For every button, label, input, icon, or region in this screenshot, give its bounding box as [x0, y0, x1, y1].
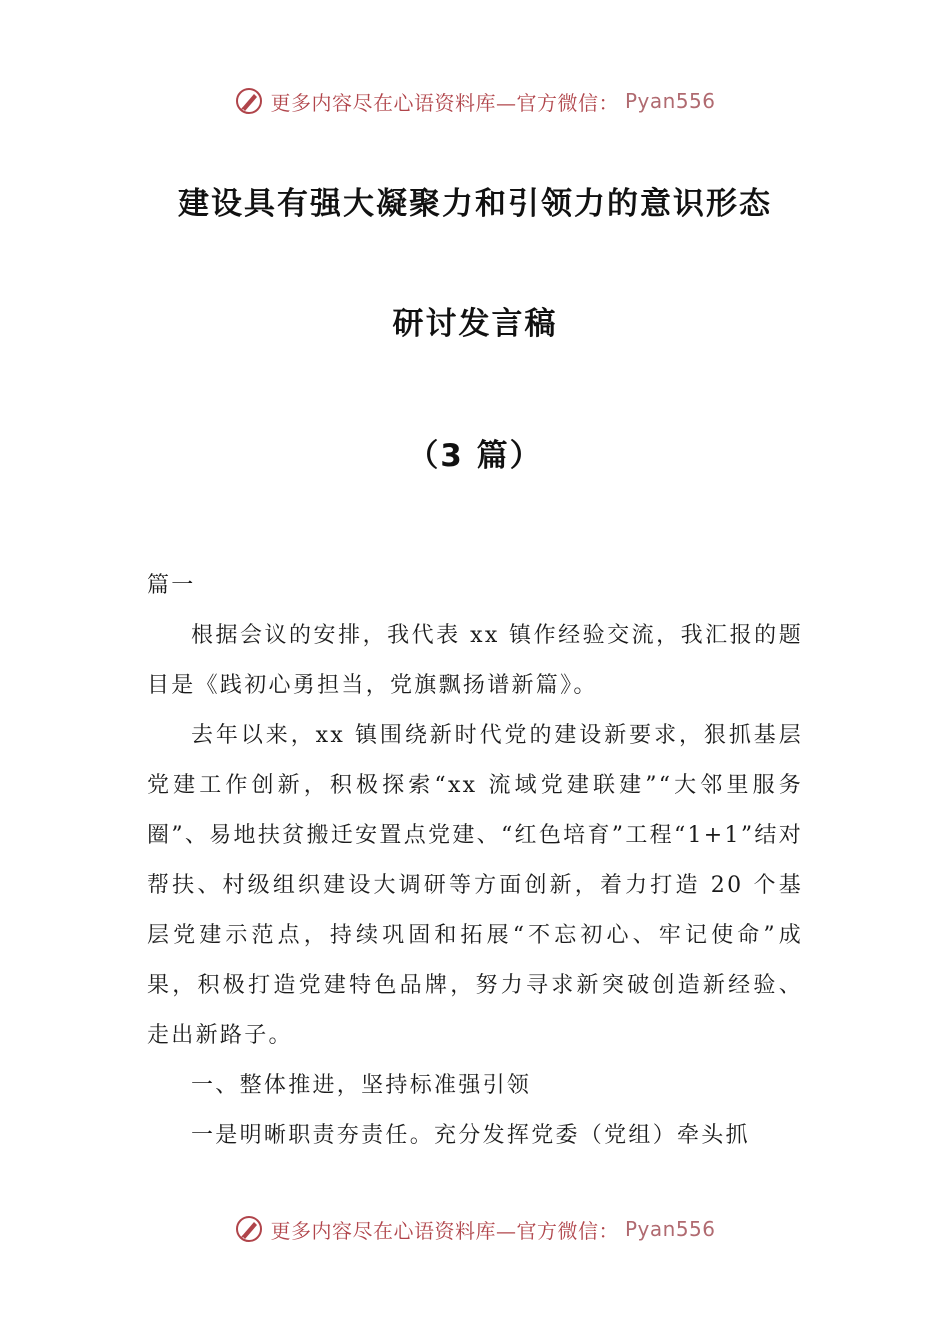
paragraph: 一是明晰职责夯责任。充分发挥党委（党组）牵头抓 — [191, 1123, 750, 1148]
document-title-line1: 建设具有强大凝聚力和引领力的意识形态 — [178, 186, 772, 222]
watermark-contact: Pyan556 — [624, 89, 716, 113]
pen-nib-circle-icon — [234, 86, 264, 116]
watermark-text: 更多内容尽在心语资料库—官方微信： — [270, 1218, 619, 1243]
pen-nib-circle-icon — [234, 1214, 264, 1244]
section-heading: 一、整体推进，坚持标准强引领 — [191, 1073, 532, 1098]
watermark-contact: Pyan556 — [624, 1217, 716, 1241]
document-body — [147, 561, 803, 1161]
watermark-top — [0, 86, 950, 116]
document-title-line3: （3 篇） — [407, 438, 543, 474]
watermark-bottom — [0, 1214, 950, 1244]
paragraph: 根据会议的安排，我代表 xx 镇作经验交流，我汇报的题目是《践初心勇担当，党旗飘扬谱新篇》。 — [147, 623, 803, 698]
section-label: 篇一 — [147, 573, 196, 598]
paragraph: 去年以来，xx 镇围绕新时代党的建设新要求，狠抓基层党建工作创新，积极探索“xx 流域党建联建”“大邻里服务圈”、易地扶贫搬迁安置点党建、“红色培育”工程“1+1”结对帮扶、村级组织建设大调研等方面创新，着力打造 20 个基层党建示范点，持续巩固和拓展“不忘初心、牢记使命”成果，积极打造党建特色品牌，努力寻求新突破创造新经验、走出新路子。 — [147, 723, 803, 1048]
watermark-text: 更多内容尽在心语资料库—官方微信： — [270, 90, 619, 115]
document-title-line2: 研讨发言稿 — [392, 306, 558, 342]
